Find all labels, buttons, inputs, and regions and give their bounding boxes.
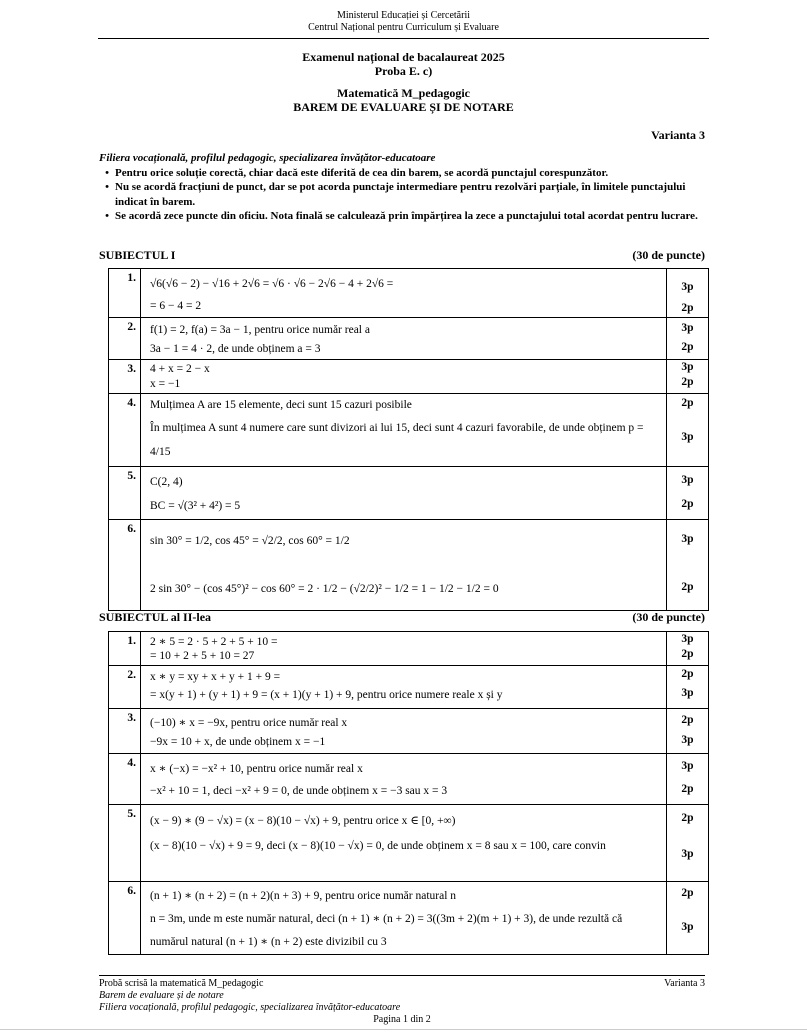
points-value: 2p [681, 647, 694, 660]
page-footer [99, 975, 705, 1026]
footer-barem: Barem de evaluare și de notare [99, 990, 224, 1001]
subiect1-table [108, 268, 709, 611]
item-number: 2. [109, 318, 141, 360]
footer-exam: Probă scrisă la matematică M_pedagogic [99, 978, 264, 989]
subiect1-title: SUBIECTUL I [99, 248, 176, 262]
solution-line: 3a − 1 = 4 · 2, de unde obținem a = 3 [150, 342, 321, 355]
points-value: 3p [681, 361, 694, 373]
page-bottom-edge [0, 1029, 807, 1030]
table-row [109, 805, 709, 882]
solution-line: n = 3m, unde m este număr natural, deci (n + 1) ∗ (n + 2) = 3((3m + 2)(m + 1) + 3), de unde rezultă că numărul natural (n + 1) ∗ (n + 2) este divizibil cu 3 [150, 913, 623, 948]
points-value: 3p [681, 921, 694, 933]
table-row [109, 666, 709, 709]
solution-line: x ∗ (−x) = −x² + 10, pentru orice număr real x [150, 763, 363, 775]
solution-line: Mulțimea A are 15 elemente, deci sunt 15 cazuri posibile [150, 399, 412, 411]
solution-line: 2 sin 30° − (cos 45°)² − cos 60° = 2 · 1/2 − (√2/2)² − 1/2 = 1 − 1/2 − 1/2 = 0 [150, 583, 499, 595]
table-row [109, 394, 709, 467]
solution-line: x ∗ y = xy + x + y + 1 + 9 = [150, 671, 281, 683]
solution-line: (x − 9) ∗ (9 − √x) = (x − 8)(10 − √x) + 9, pentru orice x ∈ [0, +∞) [150, 815, 456, 827]
header-divider [98, 38, 709, 39]
points-value: 3p [681, 633, 694, 645]
barem-title: BAREM DE EVALUARE ȘI DE NOTARE [293, 100, 514, 114]
table-row [109, 269, 709, 318]
table-row [109, 360, 709, 394]
table-row [109, 709, 709, 754]
item-number: 6. [109, 882, 141, 955]
points-value: 3p [681, 760, 694, 772]
item-number: 4. [109, 754, 141, 805]
proba-title: Proba E. c) [374, 64, 433, 78]
points-value: 3p [681, 322, 694, 334]
intro-block [99, 151, 708, 224]
item-number: 3. [109, 360, 141, 394]
rule-item: • Se acordă zece puncte din oficiu. Nota finală se calculează prin împărțirea la zece a punctajului total acordat pentru lucrare. [105, 210, 698, 223]
table-row [109, 520, 709, 611]
table-row [109, 882, 709, 955]
document-header [0, 0, 807, 34]
item-number: 6. [109, 520, 141, 611]
solution-line: = 6 − 4 = 2 [150, 300, 202, 312]
solution-line: (−10) ∗ x = −9x, pentru orice număr real x [150, 717, 348, 729]
solution-line: = x(y + 1) + (y + 1) + 9 = (x + 1)(y + 1) + 9, pentru orice numere reale x și y [150, 689, 503, 701]
solution-line: 2 ∗ 5 = 2 · 5 + 2 + 5 + 10 = [150, 636, 278, 648]
subiect2-points: (30 de puncte) [632, 610, 705, 624]
ministry-name: Ministerul Educației și Cercetării [336, 10, 470, 21]
filiera-text: Filiera vocațională, profilul pedagogic, specializarea învățător-educatoare [99, 152, 436, 164]
solution-line: √6(√6 − 2) − √16 + 2√6 = √6 · √6 − 2√6 − 4 + 2√6 = [150, 278, 394, 290]
points-value: 2p [681, 783, 694, 795]
page-number: Pagina 1 din 2 [373, 1014, 431, 1025]
subiect2-heading [99, 610, 705, 625]
points-value: 2p [681, 498, 694, 510]
footer-variant: Varianta 3 [664, 978, 705, 989]
rule-item: • Nu se acordă fracțiuni de punct, dar se pot acorda punctaje intermediare pentru rezolvări parțiale, în limitele punctajului indicat în barem. [105, 181, 686, 208]
table-row [109, 467, 709, 520]
points-value: 3p [681, 474, 694, 486]
points-value: 3p [681, 848, 694, 860]
solution-line: −9x = 10 + x, de unde obținem x = −1 [150, 736, 326, 748]
points-value: 2p [681, 668, 694, 680]
item-number: 5. [109, 805, 141, 882]
table-row [109, 754, 709, 805]
points-value: 3p [681, 687, 694, 699]
solution-line: BC = √(3² + 4²) = 5 [150, 500, 241, 512]
table-row [109, 318, 709, 360]
item-number: 3. [109, 709, 141, 754]
points-value: 2p [681, 375, 694, 388]
solution-line: x = −1 [150, 377, 181, 390]
center-name: Centrul Național pentru Curriculum și Evaluare [308, 22, 499, 33]
subiect1-points: (30 de puncte) [632, 248, 705, 262]
points-value: 2p [681, 397, 694, 409]
points-value: 3p [681, 533, 694, 545]
title-block [0, 50, 807, 114]
item-number: 2. [109, 666, 141, 709]
solution-line: (x − 8)(10 − √x) + 9 = 9, deci (x − 8)(10 − √x) = 0, de unde obținem x = 8 sau x = 100, care convin [150, 840, 606, 852]
solution-line: (n + 1) ∗ (n + 2) = (n + 2)(n + 3) + 9, pentru orice număr natural n [150, 890, 457, 902]
solution-line: 4 + x = 2 − x [150, 363, 210, 375]
points-value: 3p [681, 281, 694, 293]
points-value: 3p [681, 431, 694, 443]
solution-line: = 10 + 2 + 5 + 10 = 27 [150, 649, 255, 662]
table-row [109, 632, 709, 666]
variant-label: Varianta 3 [651, 128, 705, 142]
solution-line: C(2, 4) [150, 476, 183, 488]
item-number: 1. [109, 632, 141, 666]
item-number: 4. [109, 394, 141, 467]
subiect2-table [108, 631, 709, 955]
points-value: 3p [681, 734, 694, 746]
subiect1-heading [99, 248, 705, 263]
item-number: 1. [109, 269, 141, 318]
solution-line: În mulțimea A sunt 4 numere care sunt divizori ai lui 15, deci sunt 4 cazuri favorabile, de unde obținem p = 4/15 [150, 422, 644, 458]
solution-line: sin 30° = 1/2, cos 45° = √2/2, cos 60° = 1/2 [150, 535, 350, 547]
rule-item: • Pentru orice soluție corectă, chiar dacă este diferită de cea din barem, se acordă punctajul corespunzător. [105, 166, 609, 179]
points-value: 2p [681, 302, 694, 314]
points-value: 2p [681, 340, 694, 353]
points-value: 2p [681, 887, 694, 899]
solution-line: −x² + 10 = 1, deci −x² + 9 = 0, de unde obținem x = −3 sau x = 3 [150, 785, 448, 797]
points-value: 2p [681, 812, 694, 824]
item-number: 5. [109, 467, 141, 520]
subject-title: Matematică M_pedagogic [337, 86, 470, 100]
points-value: 2p [681, 581, 694, 593]
solution-line: f(1) = 2, f(a) = 3a − 1, pentru orice număr real a [150, 324, 370, 336]
exam-title: Examenul național de bacalaureat 2025 [302, 50, 505, 64]
subiect2-title: SUBIECTUL al II-lea [99, 610, 212, 624]
points-value: 2p [681, 714, 694, 726]
footer-filiera: Filiera vocațională, profilul pedagogic, specializarea învățător-educatoare [99, 1002, 401, 1013]
